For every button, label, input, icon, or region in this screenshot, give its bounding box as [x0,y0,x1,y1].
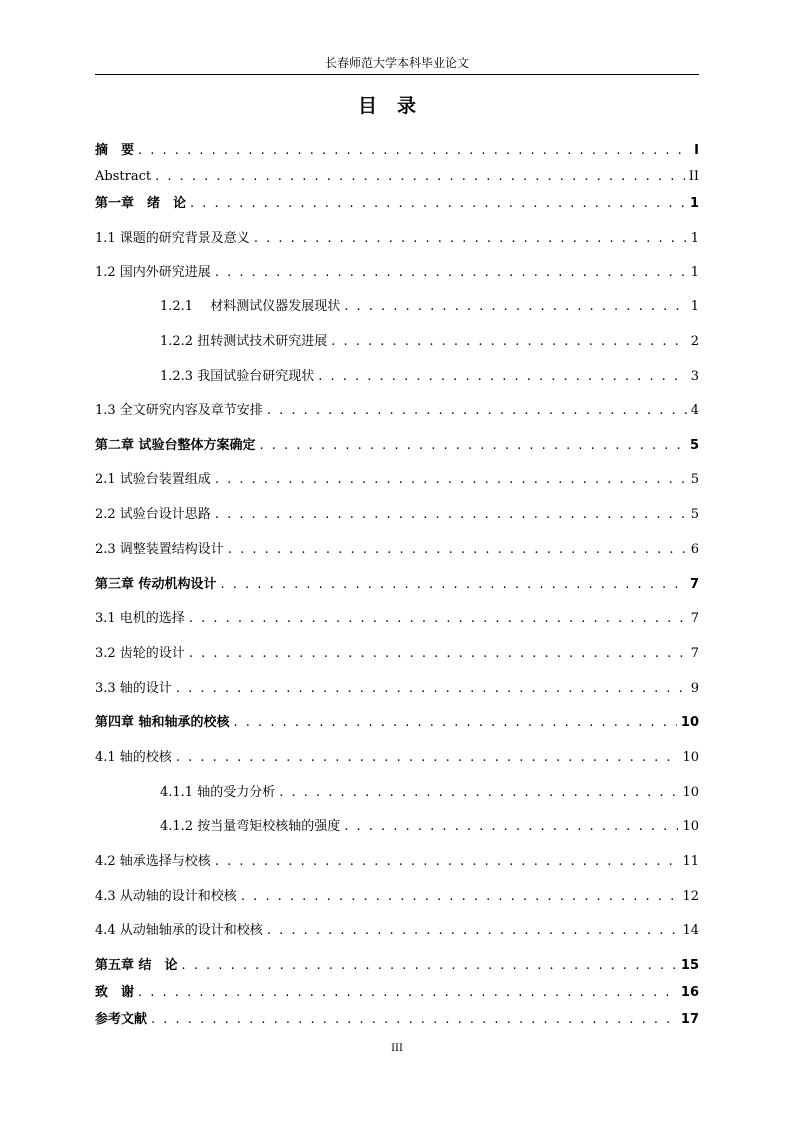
toc-entry-3-3[interactable] [95,680,699,698]
toc-label: 第四章 轴和轴承的校核 [95,715,230,730]
toc-leader [279,784,678,802]
toc-label: 4.1.2 按当量弯矩校核轴的强度 [160,819,341,834]
toc-leader [182,957,677,975]
toc-leader [138,984,677,1002]
toc-page: 9 [690,681,699,696]
toc-leader [151,1011,677,1029]
toc-entry-4-3[interactable] [95,888,699,906]
toc-label: 4.2 轴承选择与校核 [95,854,211,869]
toc-entry-1-2-3[interactable] [160,368,699,386]
toc-leader [215,471,687,489]
toc-label: 致 谢 [95,985,135,1000]
toc-page: II [688,169,699,184]
toc-leader [234,714,677,732]
toc-page: 7 [690,646,699,661]
toc-leader [138,142,690,160]
toc-label: 2.3 调整装置结构设计 [95,542,224,557]
toc-entry-chapter-4[interactable] [95,714,699,732]
toc-leader [260,437,686,455]
page-header: 长春师范大学本科毕业论文 [324,56,469,70]
toc-label: 1.2 国内外研究进展 [95,265,211,280]
toc-page: 10 [682,819,699,834]
toc-leader [215,506,687,524]
toc-leader [176,680,687,698]
toc-entry-4-4[interactable] [95,922,699,940]
toc-label: 第三章 传动机构设计 [95,577,217,592]
toc-leader [241,888,679,906]
toc-page: 5 [689,438,699,453]
toc-label: Abstract [95,169,152,184]
toc-label: 1.3 全文研究内容及章节安排 [95,403,263,418]
toc-page: 7 [689,577,699,592]
toc-leader [215,853,679,871]
toc-label: 2.1 试验台装置组成 [95,472,211,487]
toc-page: I [694,143,699,158]
toc-label: 第一章 绪 论 [95,196,187,211]
toc-page: 15 [680,958,699,973]
toc-entry-2-1[interactable] [95,471,699,489]
toc-page: 10 [680,715,699,730]
toc-entry-1-2-1[interactable] [160,298,699,316]
toc-entry-1-2[interactable] [95,264,699,282]
toc-page: 14 [682,923,699,938]
toc-entry-4-1-1[interactable] [160,784,699,802]
toc-leader [221,576,686,594]
toc-leader [215,264,687,282]
toc-label: 3.3 轴的设计 [95,681,172,696]
toc-entry-2-3[interactable] [95,541,699,559]
toc-page: 5 [690,472,699,487]
toc-label: 1.1 课题的研究背景及意义 [95,231,250,246]
toc-label: 摘 要 [95,143,135,158]
page-title: 目录 [357,95,436,117]
toc-page: 1 [690,299,699,314]
toc-page: 5 [690,507,699,522]
toc-entry-1-1[interactable] [95,230,699,248]
toc-entry-chapter-5[interactable] [95,957,699,975]
toc-leader [267,922,679,940]
toc-entry-1-2-2[interactable] [160,333,699,351]
toc-label: 4.1 轴的校核 [95,750,172,765]
toc-label: 第二章 试验台整体方案确定 [95,438,256,453]
toc-entry-references[interactable] [95,1011,699,1029]
toc-leader [189,645,687,663]
toc-leader [318,368,687,386]
toc-entry-4-2[interactable] [95,853,699,871]
toc-page: 1 [689,196,699,211]
toc-page: 7 [690,611,699,626]
header-rule [95,74,699,75]
toc-leader [254,230,687,248]
toc-entry-1-3[interactable] [95,402,699,420]
toc-label: 1.2.2 扭转测试技术研究进展 [160,334,328,349]
toc-page: 16 [680,985,699,1000]
toc-entry-4-1[interactable] [95,749,699,767]
toc-label: 第五章 结 论 [95,958,178,973]
toc-label: 4.1.1 轴的受力分析 [160,785,276,800]
toc-page: 10 [682,750,699,765]
toc-label: 参考文献 [95,1012,148,1027]
toc-page: 6 [690,542,699,557]
toc-entry-chapter-2[interactable] [95,437,699,455]
toc-leader [189,610,687,628]
toc-entry-2-2[interactable] [95,506,699,524]
toc-label: 2.2 试验台设计思路 [95,507,211,522]
toc-leader [344,298,687,316]
toc-label: 3.1 电机的选择 [95,611,185,626]
toc-leader [190,195,686,213]
toc-label: 1.2.3 我国试验台研究现状 [160,369,315,384]
toc-label: 4.3 从动轴的设计和校核 [95,889,237,904]
toc-entry-3-1[interactable] [95,610,699,628]
toc-entry-chapter-1[interactable] [95,195,699,213]
toc-page: 1 [690,265,699,280]
toc-page: 11 [682,854,699,869]
toc-entry-abstract-cn[interactable] [95,142,699,160]
toc-entry-4-1-2[interactable] [160,818,699,836]
toc-entry-3-2[interactable] [95,645,699,663]
toc-label: 4.4 从动轴轴承的设计和校核 [95,923,263,938]
toc-page: 3 [690,369,699,384]
toc-leader [155,168,685,186]
toc-page: 17 [680,1012,699,1027]
toc-entry-abstract-en[interactable] [95,168,699,186]
toc-leader [331,333,687,351]
toc-page: 1 [690,231,699,246]
toc-page: 12 [682,889,699,904]
toc-page: 4 [690,403,699,418]
toc-page: 2 [690,334,699,349]
toc-leader [176,749,679,767]
toc-entry-chapter-3[interactable] [95,576,699,594]
toc-label: 1.2.1 材料测试仪器发展现状 [160,299,341,314]
toc-leader [344,818,678,836]
page-number: III [391,1043,403,1054]
toc-leader [228,541,687,559]
toc-label: 3.2 齿轮的设计 [95,646,185,661]
toc-entry-acknowledgement[interactable] [95,984,699,1002]
toc-page: 10 [682,785,699,800]
toc-leader [267,402,687,420]
